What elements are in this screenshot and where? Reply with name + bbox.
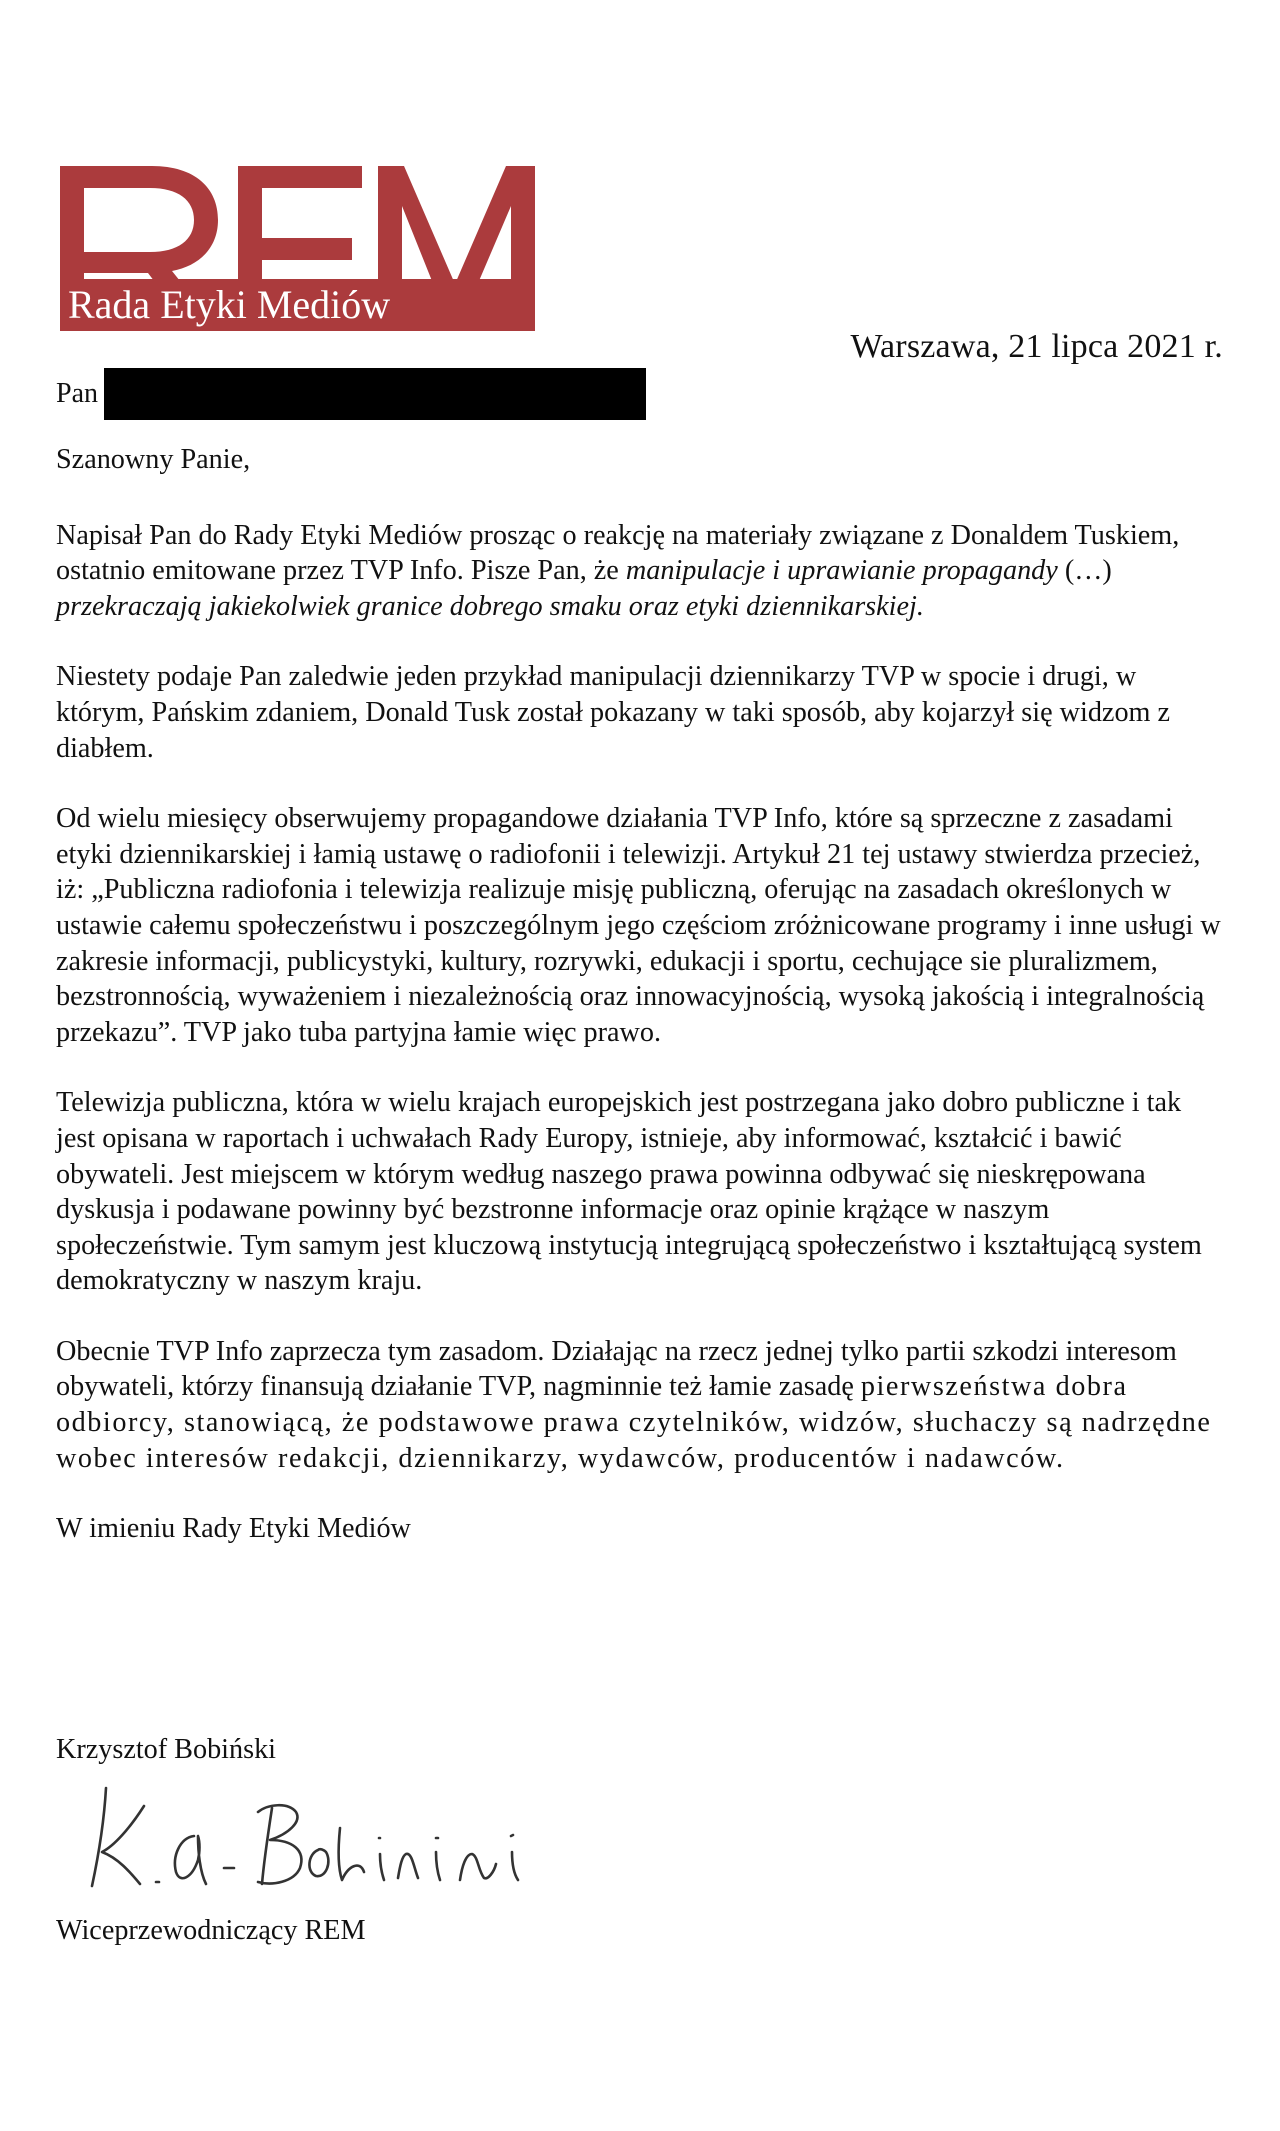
paragraph-5 bbox=[56, 1334, 1226, 1476]
redacted-name-block bbox=[104, 368, 646, 420]
logo-subtitle: Rada Etyki Mediów bbox=[68, 282, 391, 327]
paragraph-4: Telewizja publiczna, która w wielu krajach europejskich jest postrzegana jako dobro publiczne i tak jest opisana w raportach i uchwałach Rady Europy, istnieje, aby informować, kształcić i bawić obywateli. Jest miejscem w którym według naszego prawa powinna odbywać się nieskrępowana dyskusja i podawane powinny być bezstronne informacje oraz opinie krążące w naszym społeczeństwie. Tym samym jest kluczową instytucją integrującą społeczeństwo i kształtującą system demokratyczny w naszym kraju. bbox=[56, 1087, 1202, 1297]
paragraph-5-part-b: pierwszeństwa dobra odbiorcy, stanowiącą, że podstawowe prawa czytelników, widzów, słuchaczy są nadrzędne wobec interesów redakcji, dziennikarzy, wydawców, producentów i nadawców. bbox=[56, 1371, 1212, 1474]
paragraph-1-ellipsis: (…) bbox=[1057, 555, 1112, 587]
paragraph-5-part-a: Obecnie TVP Info zaprzecza tym zasadom. Działając na rzecz jednej tylko partii szkodzi interesom obywateli, którzy finansują działanie TVP, nagminnie też łamie zasadę bbox=[56, 1335, 1177, 1403]
letter-body bbox=[56, 442, 1226, 1582]
signer-name: Krzysztof Bobiński bbox=[56, 1734, 276, 1765]
paragraph-2: Niestety podaje Pan zaledwie jeden przykład manipulacji dziennikarzy TVP w spocie i drugi, w którym, Pańskim zdaniem, Donald Tusk został pokazany w taki sposób, aby kojarzył się widzom z diabłem. bbox=[56, 661, 1171, 764]
rem-logo-graphic bbox=[60, 166, 535, 331]
signer-title: Wiceprzewodniczący REM bbox=[56, 1915, 366, 1946]
paragraph-1-intro: Napisał Pan do Rady Etyki Mediów prosząc o reakcję na materiały związane z Donaldem Tuskiem, ostatnio emitowane przez TVP Info. Pisze Pan, że bbox=[56, 519, 1180, 587]
recipient-line bbox=[56, 368, 646, 420]
rem-logo bbox=[60, 166, 535, 331]
paragraph-1-quote-a: manipulacje i uprawianie propagandy bbox=[625, 555, 1058, 587]
handwritten-signature bbox=[56, 1768, 576, 1908]
paragraph-1 bbox=[56, 518, 1226, 625]
salutation: Szanowny Panie, bbox=[56, 444, 251, 475]
letter-date: Warszawa, 21 lipca 2021 r. bbox=[850, 328, 1223, 365]
closing-line: W imieniu Rady Etyki Mediów bbox=[56, 1513, 411, 1545]
recipient-prefix: Pan bbox=[56, 378, 98, 409]
paragraph-1-quote-b: przekraczają jakiekolwiek granice dobrego smaku oraz etyki dziennikarskiej. bbox=[56, 590, 924, 622]
paragraph-3: Od wielu miesięcy obserwujemy propagandowe działania TVP Info, które są sprzeczne z zasadami etyki dziennikarskiej i łamią ustawę o radiofonii i telewizji. Artykuł 21 tej ustawy stwierdza przecież, iż: „Publiczna radiofonia i telewizja realizuje misję publiczną, oferując na zasadach określonych w ustawie całemu społeczeństwu i poszczególnym jego częściom zróżnicowane programy i inne usługi w zakresie informacji, publicystyki, kultury, rozrywki, edukacji i sportu, cechujące sie pluralizmem, bezstronnością, wyważeniem i niezależnością oraz innowacyjnością, wysoką jakością i integralnością przekazu”. TVP jako tuba partyjna łamie więc prawo. bbox=[56, 803, 1221, 1048]
